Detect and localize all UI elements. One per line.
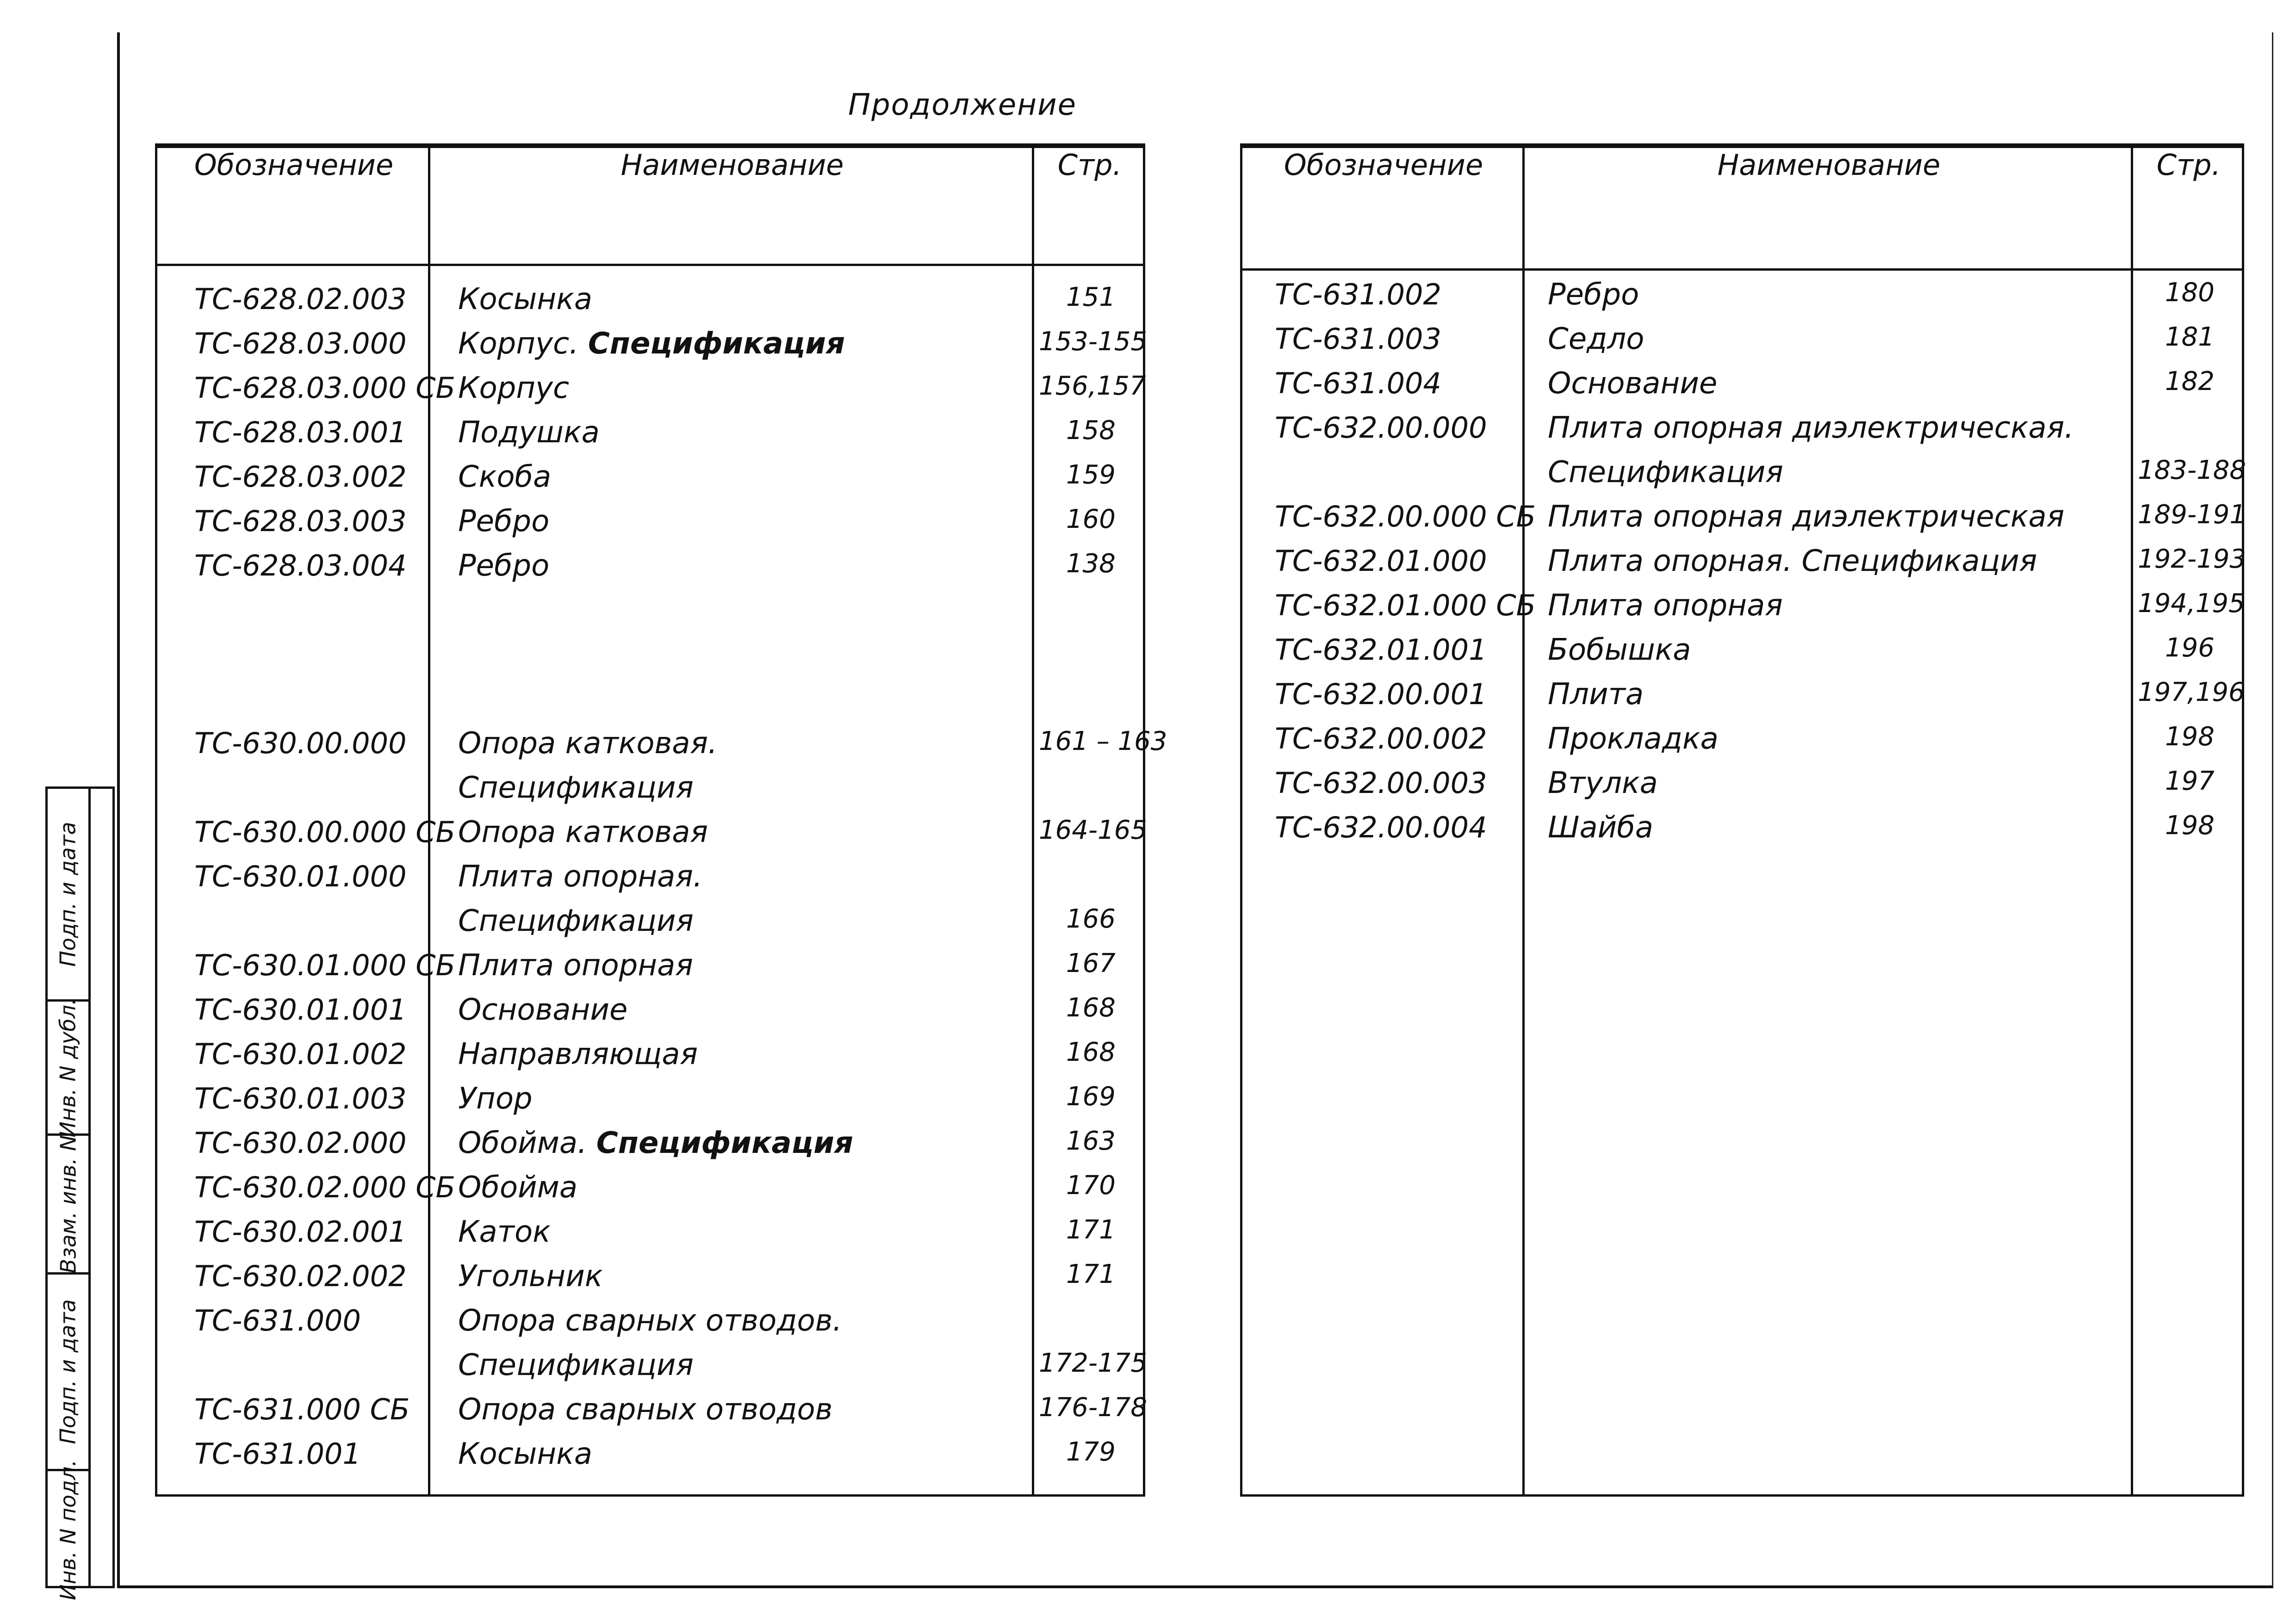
- row-designation: ТС-630.01.003: [194, 1082, 407, 1115]
- row-name: Плита опорная.: [458, 860, 703, 894]
- row-designation: ТС-631.003: [1275, 322, 1441, 356]
- row-page: 151: [1066, 282, 1116, 312]
- row-designation: ТС-632.01.000: [1275, 544, 1487, 578]
- header-designation: Обозначение: [1284, 148, 1483, 182]
- row-designation: ТС-630.00.000: [194, 726, 407, 760]
- row-designation: ТС-632.00.001: [1275, 677, 1487, 711]
- stamp-column: [45, 786, 115, 1600]
- table-row: [157, 1259, 1143, 1304]
- row-page: 168: [1066, 1037, 1116, 1067]
- row-name: Подушка: [458, 415, 600, 450]
- row-name: Спецификация: [458, 771, 694, 805]
- table-row: [157, 1348, 1147, 1393]
- row-name: Угольник: [458, 1259, 603, 1294]
- row-page: 160: [1066, 504, 1116, 534]
- row-page: 161 – 163: [1039, 726, 1167, 756]
- row-name: Ребро: [458, 549, 550, 583]
- table-row: [157, 504, 1143, 549]
- table-row: [1242, 766, 2242, 811]
- row-page: 197,196: [2138, 677, 2245, 707]
- row-designation: ТС-631.002: [1275, 278, 1441, 311]
- table-row: [1242, 455, 2246, 500]
- row-designation: ТС-628.02.003: [194, 282, 407, 316]
- row-name: Спецификация: [1548, 455, 1783, 489]
- row-designation: ТС-632.01.001: [1275, 633, 1487, 667]
- table-row: [157, 771, 1143, 815]
- row-page: 197: [2165, 766, 2215, 796]
- stamp-cell: [48, 1459, 88, 1600]
- row-designation: ТС-630.02.000 СБ: [194, 1170, 456, 1204]
- row-designation: ТС-631.004: [1275, 366, 1441, 400]
- row-name: Втулка: [1548, 766, 1658, 800]
- row-designation: ТС-632.00.000: [1275, 411, 1487, 445]
- row-page: 168: [1066, 993, 1116, 1023]
- table-row: [157, 327, 1147, 371]
- stamp-label: Подп. и дата: [56, 821, 81, 967]
- row-name: Прокладка: [1548, 722, 1719, 756]
- row-page: 164-165: [1039, 815, 1147, 845]
- row-name: Опора сварных отводов: [458, 1393, 833, 1427]
- row-name: Спецификация: [458, 904, 694, 938]
- row-name: Основание: [458, 993, 628, 1027]
- row-name: Плита опорная диэлектрическая: [1548, 500, 2065, 534]
- row-name: Опора катковая: [458, 815, 708, 849]
- row-name: Скоба: [458, 460, 552, 494]
- row-designation: ТС-630.00.000 СБ: [194, 815, 456, 849]
- table-row: [157, 282, 1143, 327]
- table-row: [157, 460, 1143, 504]
- row-page: 183-188: [2138, 455, 2246, 485]
- row-designation: ТС-630.02.001: [194, 1215, 407, 1249]
- stamp-cell: [48, 786, 88, 999]
- header-page: Стр.: [1057, 148, 1122, 182]
- row-page: 171: [1066, 1259, 1116, 1289]
- row-designation: ТС-631.000: [194, 1304, 361, 1337]
- continuation-label: Продолжение: [848, 88, 1077, 122]
- table-row: [1242, 633, 2242, 677]
- row-designation: ТС-631.000 СБ: [194, 1393, 410, 1426]
- table-row: [1242, 278, 2242, 322]
- row-name: Основание: [1548, 366, 1718, 401]
- table-row: [1242, 722, 2242, 766]
- row-page: 167: [1066, 948, 1116, 978]
- row-designation: ТС-632.00.002: [1275, 722, 1487, 755]
- table-row: [157, 1037, 1143, 1082]
- row-name: Упор: [458, 1082, 533, 1116]
- row-page: 189-191: [2138, 500, 2246, 530]
- row-name-bold: Спецификация: [596, 1126, 853, 1160]
- table-row: [157, 1393, 1147, 1437]
- row-designation: ТС-628.03.003: [194, 504, 407, 538]
- table-row: [1242, 544, 2246, 588]
- table-row: [157, 1126, 1143, 1170]
- row-designation: ТС-632.00.004: [1275, 811, 1487, 844]
- row-designation: ТС-630.01.000 СБ: [194, 948, 456, 982]
- table-row: [1242, 588, 2245, 633]
- row-name: Плита: [1548, 677, 1644, 712]
- table-row: [1242, 322, 2242, 366]
- row-name: Плита опорная диэлектрическая.: [1548, 411, 2074, 445]
- table-row: [157, 371, 1146, 415]
- table-row: [157, 549, 1143, 593]
- row-name: Опора сварных отводов.: [458, 1304, 842, 1338]
- row-name: Корпус.: [458, 327, 579, 361]
- row-name: Направляющая: [458, 1037, 698, 1071]
- stamp-cell: [48, 1272, 88, 1469]
- table-row: [1242, 411, 2242, 455]
- row-page: 196: [2165, 633, 2215, 663]
- row-designation: ТС-630.01.001: [194, 993, 407, 1027]
- row-name-bold: Спецификация: [588, 327, 845, 361]
- row-name: Каток: [458, 1215, 551, 1249]
- table-row: [157, 993, 1143, 1037]
- row-designation: ТС-631.001: [194, 1437, 361, 1471]
- row-page: 170: [1066, 1170, 1116, 1201]
- stamp-cell: [48, 1133, 88, 1272]
- row-name: Шайба: [1548, 811, 1653, 845]
- row-name: Опора катковая.: [458, 726, 718, 761]
- row-designation: ТС-632.00.003: [1275, 766, 1487, 800]
- left-table-header: [157, 148, 1143, 266]
- row-name: Плита опорная: [458, 948, 693, 983]
- header-designation: Обозначение: [194, 148, 394, 182]
- table-row: [157, 1215, 1143, 1259]
- row-designation: ТС-630.01.000: [194, 860, 407, 893]
- row-designation: ТС-630.01.002: [194, 1037, 407, 1071]
- row-name: Бобышка: [1548, 633, 1691, 667]
- row-page: 172-175: [1039, 1348, 1147, 1378]
- stamp-cell: [48, 997, 88, 1138]
- row-name: Обойма: [458, 1170, 578, 1205]
- table-row: [157, 415, 1143, 460]
- table-row: [157, 1437, 1143, 1481]
- row-designation: ТС-632.00.000 СБ: [1275, 500, 1536, 533]
- row-page: 179: [1066, 1437, 1116, 1467]
- table-row: [1242, 500, 2246, 544]
- row-page: 156,157: [1039, 371, 1146, 401]
- header-name: Наименование: [1717, 148, 1941, 182]
- row-name: Спецификация: [458, 1348, 694, 1382]
- table-row: [157, 948, 1143, 993]
- right-table: [1240, 143, 2244, 1497]
- row-page: 180: [2165, 278, 2215, 308]
- row-page: 182: [2165, 366, 2215, 396]
- row-designation: ТС-628.03.000 СБ: [194, 371, 456, 405]
- row-designation: ТС-628.03.004: [194, 549, 407, 582]
- row-designation: ТС-628.03.001: [194, 415, 407, 449]
- row-page: 194,195: [2138, 588, 2245, 619]
- table-row: [157, 1170, 1143, 1215]
- row-designation: ТС-628.03.000: [194, 327, 407, 360]
- row-page: 176-178: [1039, 1393, 1147, 1423]
- right-table-header: [1242, 148, 2242, 271]
- row-name: Седло: [1548, 322, 1644, 356]
- table-row: [157, 860, 1143, 904]
- table-row: [157, 1304, 1143, 1348]
- row-designation: ТС-630.02.000: [194, 1126, 407, 1160]
- row-name: Ребро: [458, 504, 550, 539]
- row-page: 181: [2165, 322, 2215, 352]
- stamp-divider: [88, 789, 91, 1586]
- row-name: Плита опорная: [1548, 588, 1783, 623]
- table-row: [1242, 366, 2242, 411]
- left-table: [155, 143, 1167, 1497]
- row-designation: ТС-630.02.002: [194, 1259, 407, 1293]
- header-name: Наименование: [621, 148, 844, 182]
- row-name: Плита опорная. Спецификация: [1548, 544, 2037, 578]
- table-row: [1242, 677, 2245, 722]
- row-name: Корпус: [458, 371, 570, 405]
- row-name: Обойма.: [458, 1126, 587, 1160]
- header-page: Стр.: [2156, 148, 2221, 182]
- row-page: 166: [1066, 904, 1116, 934]
- row-page: 198: [2165, 722, 2215, 752]
- row-name: Косынка: [458, 282, 593, 316]
- table-row: [1242, 811, 2242, 855]
- table-row: [157, 815, 1147, 860]
- stamp-label: Инв. N подл.: [56, 1459, 81, 1600]
- row-page: 171: [1066, 1215, 1116, 1245]
- row-page: 158: [1066, 415, 1116, 446]
- row-name: Ребро: [1548, 278, 1639, 312]
- row-name: Косынка: [458, 1437, 593, 1471]
- row-designation: ТС-632.01.000 СБ: [1275, 588, 1536, 622]
- row-designation: ТС-628.03.002: [194, 460, 407, 494]
- row-page: 153-155: [1039, 327, 1147, 357]
- stamp-label: Взам. инв. N: [56, 1135, 81, 1273]
- table-row: [157, 1082, 1143, 1126]
- row-page: 163: [1066, 1126, 1116, 1156]
- row-page: 138: [1066, 549, 1116, 579]
- table-row: [157, 904, 1143, 948]
- stamp-label: Инв. N дубл.: [56, 997, 81, 1138]
- row-page: 192-193: [2138, 544, 2246, 574]
- table-row: [157, 726, 1167, 771]
- row-page: 169: [1066, 1082, 1116, 1112]
- row-page: 159: [1066, 460, 1116, 490]
- stamp-label: Подп. и дата: [56, 1299, 81, 1444]
- row-page: 198: [2165, 811, 2215, 841]
